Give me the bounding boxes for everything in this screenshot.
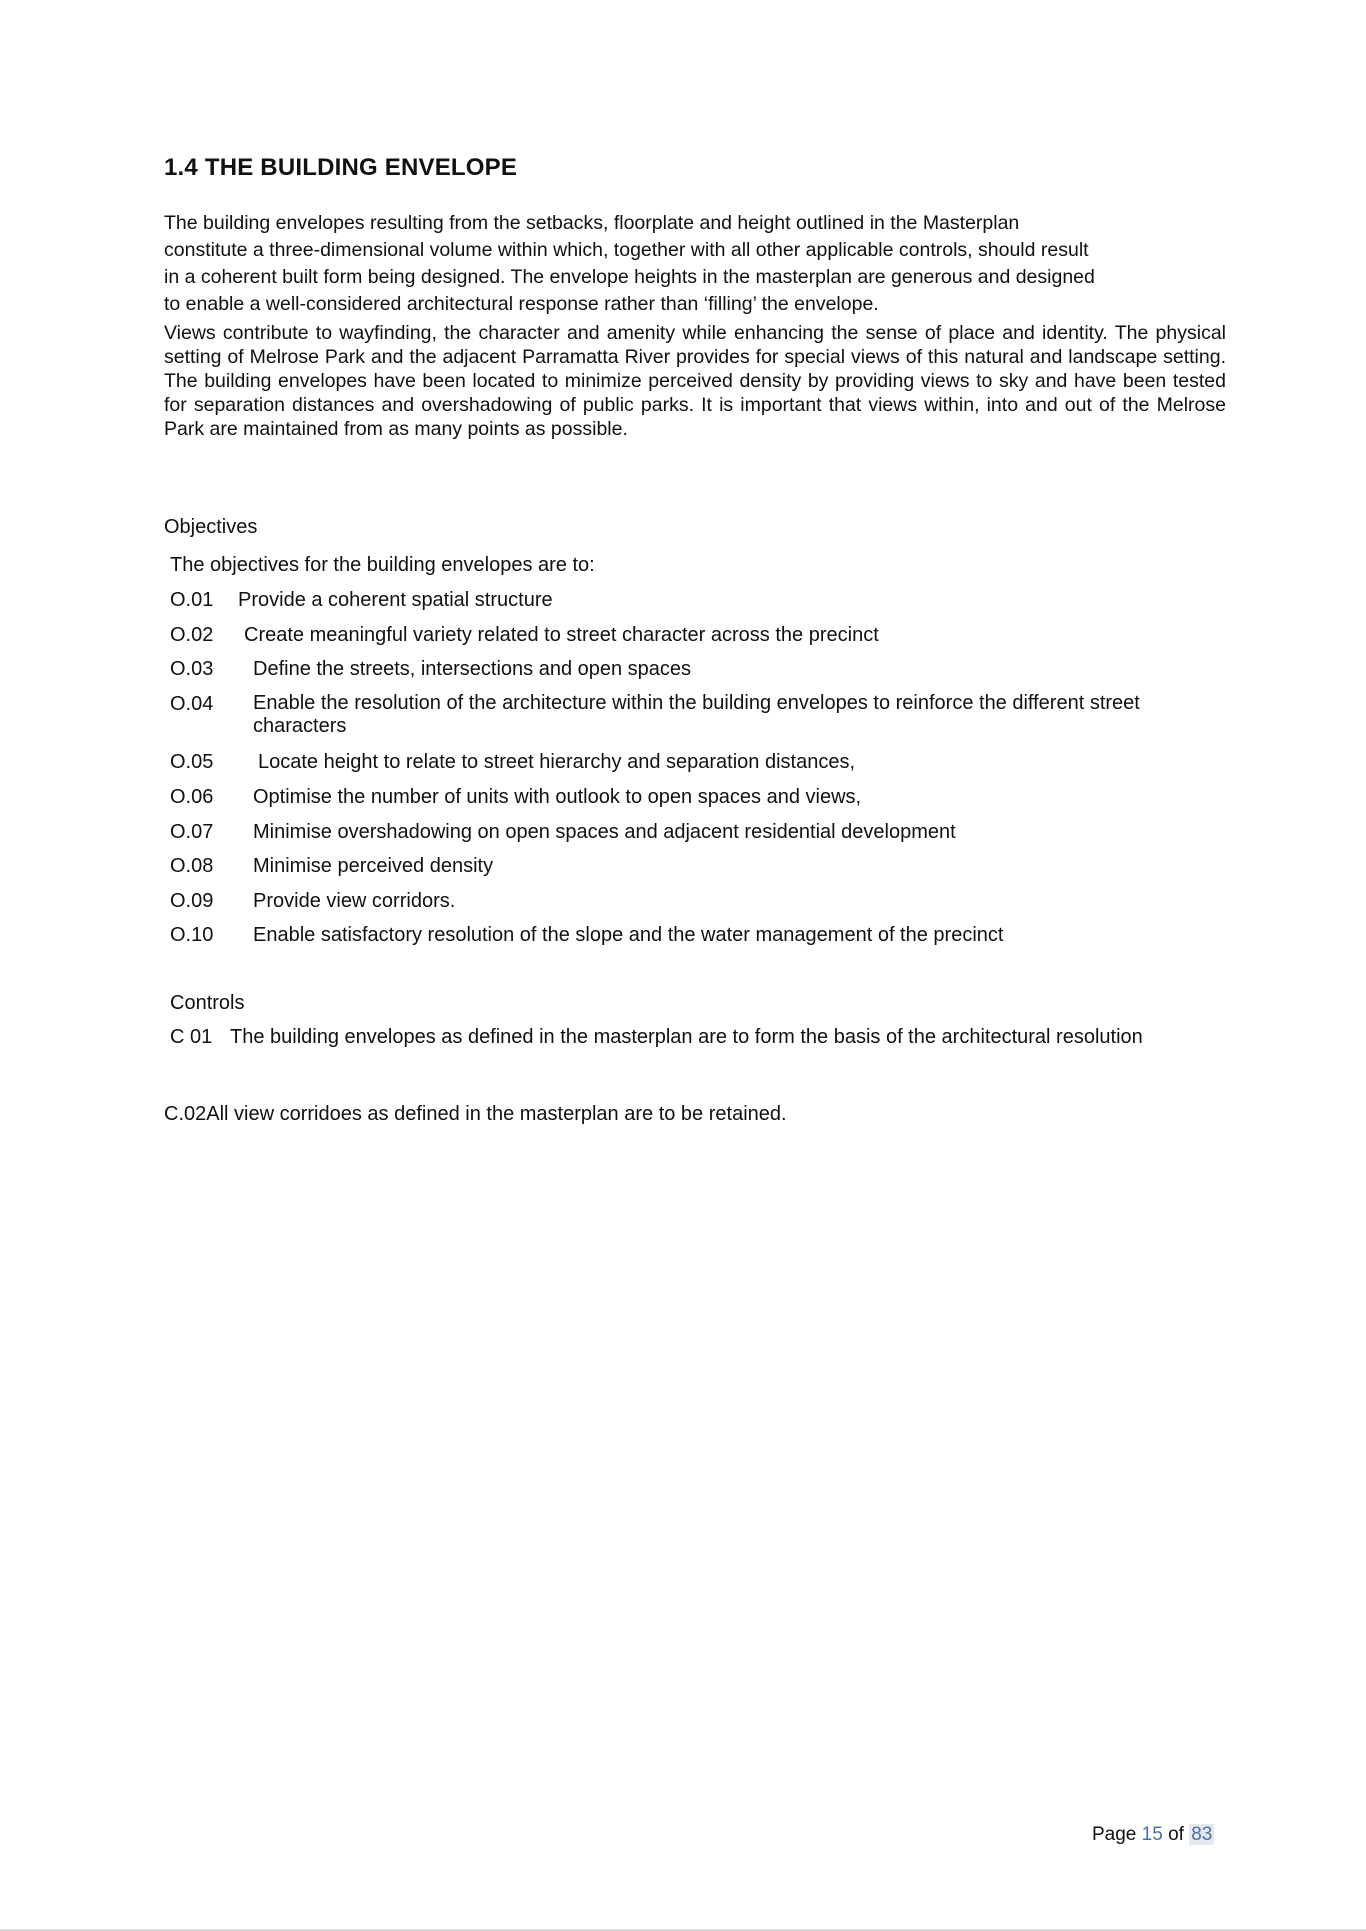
objective-code: O.04 (170, 693, 214, 715)
objective-text: Locate height to relate to street hierarchy and separation distances, (258, 751, 856, 773)
control-code: C 01 (170, 1026, 213, 1048)
objective-text: Create meaningful variety related to street character across the precinct (244, 624, 879, 646)
objective-code: O.07 (170, 821, 214, 843)
objective-code: O.08 (170, 855, 214, 877)
objective-code: O.05 (170, 751, 214, 773)
intro-paragraph (164, 210, 1164, 318)
objective-text: Define the streets, intersections and open spaces (253, 658, 692, 680)
intro-line: The building envelopes resulting from the setbacks, floorplate and height outlined in the Masterplan (164, 212, 1020, 234)
objective-code: O.10 (170, 924, 214, 946)
objective-code: O.02 (170, 624, 214, 646)
objective-text: Optimise the number of units with outlook to open spaces and views, (253, 786, 862, 808)
total-pages: 83 (1191, 1824, 1213, 1845)
intro-line: in a coherent built form being designed. The envelope heights in the masterplan are generous and designed (164, 266, 1095, 288)
objective-code: O.01 (170, 589, 214, 611)
intro-line: to enable a well-considered architectural response rather than ‘filling’ the envelope. (164, 293, 879, 315)
objective-text: Enable satisfactory resolution of the slope and the water management of the precinct (253, 924, 1004, 946)
objective-code: O.09 (170, 890, 214, 912)
control-item (170, 1026, 1143, 1049)
intro-line: constitute a three-dimensional volume within which, together with all other applicable controls, should result (164, 239, 1089, 261)
objective-code: O.06 (170, 786, 214, 808)
control-text: The building envelopes as defined in the masterplan are to form the basis of the architectural resolution (230, 1026, 1143, 1048)
objective-text: Minimise overshadowing on open spaces and adjacent residential development (253, 821, 956, 843)
objective-text: Minimise perceived density (253, 855, 494, 877)
current-page: 15 (1141, 1824, 1163, 1845)
objective-code: O.03 (170, 658, 214, 680)
objectives-intro: The objectives for the building envelopes are to: (170, 554, 595, 576)
controls-label: Controls (170, 992, 245, 1014)
section-heading: 1.4 THE BUILDING ENVELOPE (164, 154, 518, 181)
objective-text: Provide a coherent spatial structure (238, 589, 553, 611)
of-word: of (1168, 1824, 1184, 1845)
control-item: C.02All view corridoes as defined in the masterplan are to be retained. (164, 1103, 787, 1125)
objectives-label: Objectives (164, 516, 258, 538)
objective-text: Enable the resolution of the architecture within the building envelopes to reinforce the different street characters (253, 692, 1140, 737)
page-word: Page (1092, 1824, 1137, 1845)
views-paragraph: Views contribute to wayfinding, the character and amenity while enhancing the sense of place and identity. The physical setting of Melrose Park and the adjacent Parramatta River provides for special views of this natural and landscape setting. The building envelopes have been located to minimize perceived density by providing views to sky and have been tested for separation distances and overshadowing of public parks. It is important that views within, into and out of the Melrose Park are maintained from as many points as possible. (164, 322, 1226, 440)
objective-text: Provide view corridors. (253, 890, 456, 912)
page-number (1092, 1824, 1214, 1846)
